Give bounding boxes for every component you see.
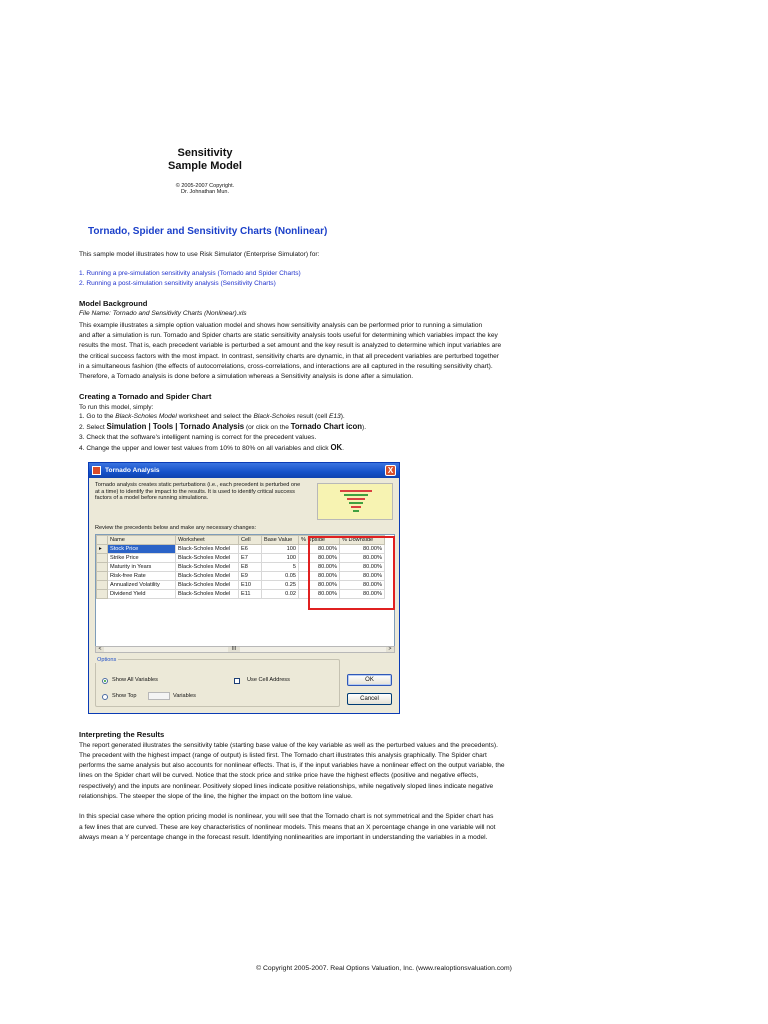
- model-background-heading: Model Background: [79, 299, 148, 308]
- cell-upside[interactable]: 80.00%: [299, 545, 340, 554]
- cell-base-value[interactable]: 100: [262, 554, 299, 563]
- tornado-analysis-dialog: [88, 462, 400, 714]
- scroll-left-icon[interactable]: <: [96, 647, 104, 652]
- cell-worksheet[interactable]: Black-Scholes Model: [176, 545, 239, 554]
- row-marker: ▸: [97, 545, 108, 554]
- step-3: 3. Check that the software's intelligent naming is correct for the precedent values.: [79, 434, 317, 441]
- step-text: ).: [362, 424, 367, 431]
- interpreting-heading: Interpreting the Results: [79, 730, 165, 739]
- paragraph-line: lines on the Spider chart will be curved. Notice that the stock price and strike price have the highest effects (positive and negative effects,: [79, 772, 479, 779]
- cell-upside[interactable]: 80.00%: [299, 581, 340, 590]
- cell-upside[interactable]: 80.00%: [299, 554, 340, 563]
- show-top-radio[interactable]: [102, 694, 108, 700]
- file-name: File Name: Tornado and Sensitivity Charts (Nonlinear).xls: [79, 310, 247, 317]
- step-ok-label: OK: [330, 443, 343, 452]
- cell-downside[interactable]: 80.00%: [340, 545, 385, 554]
- cell-downside[interactable]: 80.00%: [340, 554, 385, 563]
- step-2: [79, 422, 599, 433]
- step-text: 1. Go to the: [79, 413, 116, 420]
- tornado-bar: [349, 502, 363, 504]
- cell-address[interactable]: E6: [239, 545, 262, 554]
- link-pre-simulation[interactable]: 1. Running a pre-simulation sensitivity analysis (Tornado and Spider Charts): [79, 270, 301, 277]
- paragraph-line: Therefore, a Tornado analysis is done before a simulation whereas a Sensitivity analysis is done after a simulation.: [79, 373, 414, 380]
- tornado-bar: [344, 494, 368, 496]
- cell-worksheet[interactable]: Black-Scholes Model: [176, 590, 239, 599]
- paragraph-line: and after a simulation is run. Tornado and Spider charts are static sensitivity analysis tools useful for determining which variables impact the key: [79, 332, 498, 339]
- top-count-stepper[interactable]: [148, 692, 170, 700]
- cell-name[interactable]: Risk-free Rate: [108, 572, 176, 581]
- cell-name[interactable]: Annualized Volatility: [108, 581, 176, 590]
- show-top-label: Show Top: [112, 693, 137, 699]
- intro-text: This sample model illustrates how to use Risk Simulator (Enterprise Simulator) for:: [79, 251, 320, 258]
- step-text: (or click on the: [244, 424, 291, 431]
- paragraph-line: The report generated illustrates the sensitivity table (starting base value of the key variable as well as the perturbed values and the precedents).: [79, 742, 498, 749]
- cell-upside[interactable]: 80.00%: [299, 572, 340, 581]
- cell-downside[interactable]: 80.00%: [340, 590, 385, 599]
- cell-worksheet[interactable]: Black-Scholes Model: [176, 563, 239, 572]
- paragraph-line: This example illustrates a simple option valuation model and shows how sensitivity analysis can be performed prior to running a simulation: [79, 322, 483, 329]
- step-text: .: [342, 445, 344, 452]
- document-subtitle: Sample Model: [168, 160, 242, 172]
- author-line: Dr. Johnathan Mun.: [180, 189, 229, 195]
- column-header[interactable]: Name: [108, 536, 176, 545]
- cell-name[interactable]: Stock Price: [108, 545, 176, 554]
- cell-downside[interactable]: 80.00%: [340, 572, 385, 581]
- step-text: E13: [328, 413, 341, 420]
- cell-downside[interactable]: 80.00%: [340, 581, 385, 590]
- show-all-radio[interactable]: [102, 678, 108, 684]
- highlight-box: [308, 536, 395, 610]
- paragraph-line: a few lines that are curved. These are key characteristics of nonlinear models. This means that an X percentage change in one variable will not: [79, 824, 496, 831]
- row-marker: [97, 581, 108, 590]
- cell-worksheet[interactable]: Black-Scholes Model: [176, 581, 239, 590]
- cell-address[interactable]: E9: [239, 572, 262, 581]
- tornado-bar: [351, 506, 361, 508]
- cell-upside[interactable]: 80.00%: [299, 563, 340, 572]
- cell-worksheet[interactable]: Black-Scholes Model: [176, 554, 239, 563]
- row-marker: [97, 563, 108, 572]
- link-post-simulation[interactable]: 2. Running a post-simulation sensitivity analysis (Sensitivity Charts): [79, 280, 276, 287]
- use-cell-address-checkbox[interactable]: [234, 678, 240, 684]
- step-1: [79, 412, 599, 422]
- paragraph-line: performs the same analysis but also accounts for nonlinear effects. That is, if the input variables have a nonlinear effect on the output variable, the: [79, 762, 505, 769]
- step-text: ).: [340, 413, 345, 420]
- app-icon: [92, 466, 101, 475]
- options-label: Options: [97, 657, 117, 663]
- paragraph-line: results the most. That is, each precedent variable is perturbed a set amount and the key result is analyzed to determine which input variables are: [79, 342, 502, 349]
- step-text: worksheet and select the: [176, 413, 254, 420]
- paragraph-line: In this special case where the option pricing model is nonlinear, you will see that the Tornado chart is not symmetrical and the Spider chart has: [79, 813, 494, 820]
- paragraph-line: always mean a Y percentage change in the forecast result. Identifying nonlinearities are important in understanding the variables in a model.: [79, 834, 488, 841]
- document-title: Sensitivity: [177, 147, 233, 159]
- tornado-thumbnail: [317, 483, 393, 520]
- creating-heading: Creating a Tornado and Spider Chart: [79, 392, 212, 401]
- column-header[interactable]: % Downside: [340, 536, 385, 545]
- cell-name[interactable]: Strike Price: [108, 554, 176, 563]
- cell-base-value[interactable]: 0.05: [262, 572, 299, 581]
- row-marker: [97, 590, 108, 599]
- paragraph-line: in a simultaneous fashion (the effects of autocorrelations, cross-correlations, and interactions are all captured in the resulting sensitivity chart).: [79, 363, 493, 370]
- tornado-bar: [353, 510, 359, 512]
- paragraph-line: the critical success factors with the most impact. In contrast, sensitivity charts are dynamic, in that all precedent variables are perturbed together: [79, 353, 499, 360]
- scroll-thumb-grip[interactable]: III: [228, 647, 240, 652]
- dialog-title: Tornado Analysis: [105, 467, 160, 474]
- row-header-corner: [97, 536, 108, 545]
- tornado-bar: [347, 498, 365, 500]
- paragraph-line: The precedent with the highest impact (range of output) is listed first. The Tornado chart illustrates this analysis graphically. The Spider chart: [79, 752, 487, 759]
- step-menu-path: Simulation | Tools | Tornado Analysis: [106, 422, 245, 431]
- cell-base-value[interactable]: 0.02: [262, 590, 299, 599]
- cell-name[interactable]: Dividend Yield: [108, 590, 176, 599]
- horizontal-scrollbar[interactable]: [95, 646, 395, 653]
- column-header[interactable]: Worksheet: [176, 536, 239, 545]
- row-marker: [97, 572, 108, 581]
- cell-address[interactable]: E10: [239, 581, 262, 590]
- cell-worksheet[interactable]: Black-Scholes Model: [176, 572, 239, 581]
- tornado-bar: [340, 490, 372, 492]
- use-cell-address-label: Use Cell Address: [247, 677, 290, 683]
- cell-address[interactable]: E8: [239, 563, 262, 572]
- step-text: Black-Scholes Model: [115, 413, 177, 420]
- copyright-line: © 2005-2007 Copyright.: [175, 183, 235, 189]
- step-text: Black-Scholes: [253, 413, 296, 420]
- cell-base-value[interactable]: 0.25: [262, 581, 299, 590]
- scroll-right-icon[interactable]: >: [386, 647, 394, 652]
- step-4: [79, 443, 599, 454]
- step-text: result (cell: [295, 413, 329, 420]
- dialog-title-bar: [89, 463, 399, 478]
- row-marker: [97, 554, 108, 563]
- dialog-description: Tornado analysis creates static perturbations (i.e., each precedent is perturbed one at a time) to identify the impact to the results. It is used to identify critical success factors of a model before running simulations.: [95, 482, 301, 502]
- variables-label: Variables: [173, 693, 196, 699]
- step-icon-name: Tornado Chart icon: [290, 422, 363, 431]
- step-text: 4. Change the upper and lower test values from 10% to 80% on all variables and click: [79, 445, 331, 452]
- section-title: Tornado, Spider and Sensitivity Charts (Nonlinear): [88, 226, 328, 237]
- review-instruction: Review the precedents below and make any necessary changes:: [95, 525, 257, 531]
- paragraph-line: relationships. The steeper the slope of the line, the higher the impact on the bottom line value.: [79, 793, 353, 800]
- cancel-button[interactable]: Cancel: [347, 693, 392, 705]
- options-group: [95, 659, 340, 707]
- footer-copyright: © Copyright 2005-2007. Real Options Valuation, Inc. (www.realoptionsvaluation.com): [256, 965, 512, 972]
- cell-base-value[interactable]: 5: [262, 563, 299, 572]
- close-icon[interactable]: X: [385, 465, 396, 476]
- step-intro: To run this model, simply:: [79, 404, 154, 411]
- cell-upside[interactable]: 80.00%: [299, 590, 340, 599]
- ok-button[interactable]: OK: [347, 674, 392, 686]
- paragraph-line: respectively) and the inputs are nonlinear. Positively sloped lines indicate positive relationships, while negatively sloped lines indicate negative: [79, 783, 494, 790]
- show-all-label: Show All Variables: [112, 677, 158, 683]
- step-text: 2. Select: [79, 424, 107, 431]
- column-header[interactable]: Base Value: [262, 536, 299, 545]
- column-header[interactable]: % Upside: [299, 536, 340, 545]
- column-header[interactable]: Cell: [239, 536, 262, 545]
- cell-address[interactable]: E11: [239, 590, 262, 599]
- cell-base-value[interactable]: 100: [262, 545, 299, 554]
- cell-name[interactable]: Maturity in Years: [108, 563, 176, 572]
- cell-address[interactable]: E7: [239, 554, 262, 563]
- cell-downside[interactable]: 80.00%: [340, 563, 385, 572]
